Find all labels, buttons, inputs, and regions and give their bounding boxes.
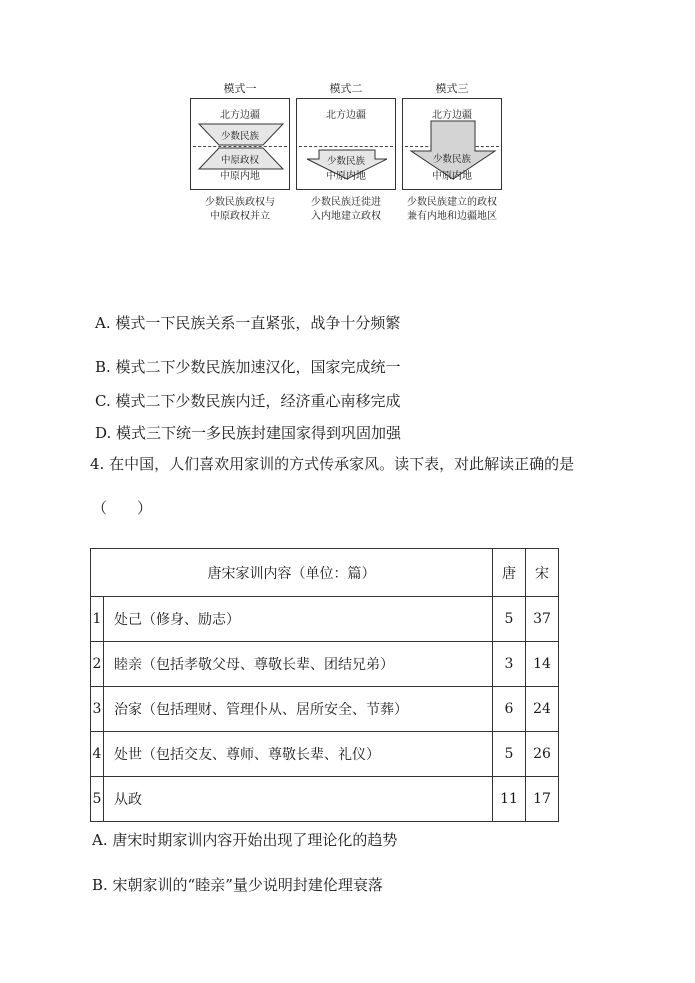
table-header-tang: 唐: [493, 549, 526, 597]
mode1-caption-line2: 中原政权并立: [210, 211, 270, 222]
row-number: 4: [91, 732, 104, 777]
q3-option-b: B. 模式二下少数民族加速汉化，国家完成统一: [95, 358, 401, 376]
table-header-song: 宋: [526, 549, 559, 597]
row-song-value: 17: [526, 777, 559, 822]
mode2-title: 模式二: [329, 82, 363, 95]
mode2-caption-line2: 入内地建立政权: [311, 211, 381, 222]
mode1-caption: [190, 196, 290, 224]
mode1-north-label: 北方边疆: [220, 110, 260, 121]
mode2-arrow-label: 少数民族: [326, 156, 365, 167]
row-content: 处世（包括交友、尊师、尊敬长辈、礼仪）: [104, 732, 493, 777]
q4-answer-paren: （ ）: [92, 499, 153, 517]
table-row: [91, 642, 559, 687]
q4-option-a: A. 唐宋时期家训内容开始出现了理论化的趋势: [92, 831, 398, 849]
row-number: 5: [91, 777, 104, 822]
table-row: [91, 597, 559, 642]
q4-stem: 4. 在中国，人们喜欢用家训的方式传承家风。读下表，对此解读正确的是: [90, 455, 575, 473]
mode1-title: 模式一: [223, 82, 257, 95]
table-row: [91, 687, 559, 732]
mode1-arrow-label-minority: 少数民族: [220, 131, 259, 142]
mode1-south-label: 中原内地: [220, 171, 260, 182]
row-tang-value: 5: [493, 597, 526, 642]
row-number: 2: [91, 642, 104, 687]
row-song-value: 24: [526, 687, 559, 732]
row-number: 3: [91, 687, 104, 732]
table-header-row: [91, 549, 559, 597]
row-content: 睦亲（包括孝敬父母、尊敬长辈、团结兄弟）: [104, 642, 493, 687]
family-instruction-table: [90, 548, 559, 822]
mode3-caption: [402, 196, 502, 224]
row-content: 治家（包括理财、管理仆从、居所安全、节葬）: [104, 687, 493, 732]
q3-option-d: D. 模式三下统一多民族封建国家得到巩固加强: [95, 424, 402, 442]
mode1-box: [190, 98, 290, 190]
mode2-caption-line1: 少数民族迁徙进: [311, 197, 381, 208]
mode2-north-label: 北方边疆: [326, 110, 366, 121]
row-tang-value: 3: [493, 642, 526, 687]
row-tang-value: 11: [493, 777, 526, 822]
q4-option-b: B. 宋朝家训的“睦亲”量少说明封建伦理衰落: [92, 876, 383, 894]
mode3-box: [402, 98, 502, 190]
row-tang-value: 5: [493, 732, 526, 777]
ethnic-relations-diagram: [190, 80, 502, 240]
table-row: [91, 732, 559, 777]
mode1-caption-line1: 少数民族政权与: [205, 197, 275, 208]
mode3-arrow-label: 少数民族: [432, 154, 471, 165]
mode1-arrow-label-central: 中原政权: [220, 155, 259, 166]
row-content: 从政: [104, 777, 493, 822]
row-song-value: 26: [526, 732, 559, 777]
q3-option-a: A. 模式一下民族关系一直紧张，战争十分频繁: [95, 314, 401, 332]
mode3-caption-line2: 兼有内地和边疆地区: [407, 211, 497, 222]
q3-option-c: C. 模式二下少数民族内迁，经济重心南移完成: [95, 392, 401, 410]
row-song-value: 37: [526, 597, 559, 642]
mode3-caption-line1: 少数民族建立的政权: [407, 197, 497, 208]
mode3-south-label: 中原内地: [432, 171, 472, 182]
mode3-north-label: 北方边疆: [432, 110, 472, 121]
row-tang-value: 6: [493, 687, 526, 732]
mode2-box: [296, 98, 396, 190]
row-song-value: 14: [526, 642, 559, 687]
mode2-south-label: 中原内地: [326, 171, 366, 182]
row-content: 处己（修身、励志）: [104, 597, 493, 642]
mode3-title: 模式三: [435, 82, 469, 95]
mode2-caption: [296, 196, 396, 224]
table-row: [91, 777, 559, 822]
row-number: 1: [91, 597, 104, 642]
table-header-content: 唐宋家训内容（单位：篇）: [91, 549, 493, 597]
